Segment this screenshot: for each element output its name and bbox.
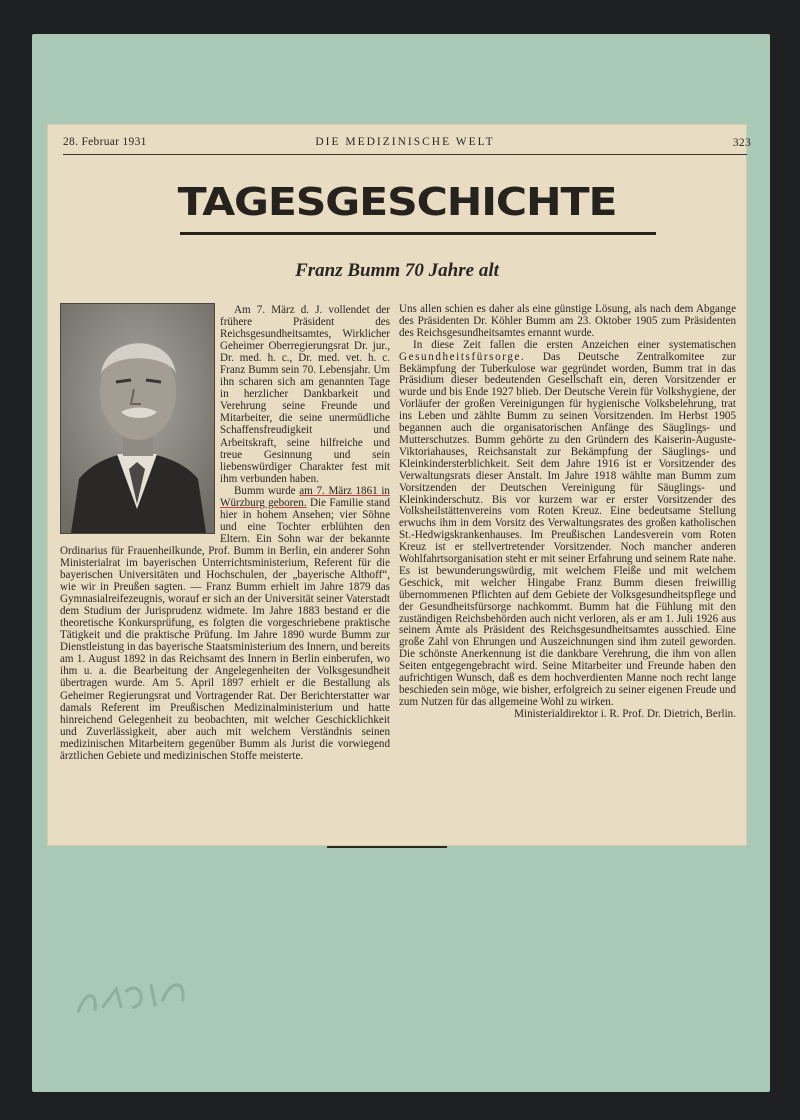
newspaper-clipping	[47, 124, 751, 846]
article-title: Franz Bumm 70 Jahre alt	[295, 260, 499, 281]
article-end-rule	[327, 846, 447, 848]
presidency-paragraph: Uns allen schien es daher als eine günstige Lösung, als nach dem Abgange des Präsidenten Dr. Köhler Bumm am 23. Oktober 1905 zum Präsidenten des Reichsgesundheitsamtes ernannt wurde.	[399, 304, 736, 339]
page-number: 323	[732, 137, 751, 149]
running-header	[63, 136, 751, 152]
birth-lead: Bumm wurde	[234, 484, 300, 497]
issue-date: 28. Februar 1931	[63, 136, 147, 148]
intro-paragraph: Am 7. März d. J. vollendet der frühere Präsident des Reichsgesundheitsamtes, Wirklicher Geheimer Oberregierungsrat Dr. jur., Dr. med. h. c., Dr. med. vet. h. c. Franz Bumm sein 70. Lebensjahr. Um ihn scharen sich am genannten Tage in herzlicher Dankbarkeit und Verehrung seine Freunde und Mitarbeiter, die seine unermüdliche Schaffensfreudigkeit und Arbeitskraft, seine hilfreiche und treue Gesinnung und sein liebenswürdiger Charakter fest mit ihm verbunden haben.	[220, 304, 390, 485]
birth-underlined-text: am 7. März 1861 in Würzburg geboren.	[220, 484, 390, 509]
welfare-paragraph: Das Deutsche Zentralkomitee zur Bekämpfung der Tuberkulose war gegründet worden, Bumm trat in das Präsidium dieser bedeutenden Gesellschaft ein, deren Vorsitzender er wurde und bis Ende 1927 blieb. Der Deutsche Verein für Volkshygiene, der Vorläufer der großen Vereinigungen für hygienische Volksbelehrung, trat ins Leben und zählte Bumm zu seinen Vorsitzenden. Im Herbst 1905 begannen auch die organisatorischen Anfänge des Säuglings- und Mutterschutzes. Bumm gehörte zu den Gründern des Kaiserin-Auguste-Viktoriahauses, Reichsanstalt zur Bekämpfung der Säuglings- und Kleinkindersterblichkeit. Seit dem Jahre 1916 ist er Vorsitzender des Verwaltungsrats dieser Anstalt. Im Jahre 1918 wählte man Bumm zum Vorsitzenden der Deutschen Vereinigung für Säuglings- und Kleinkinderschutz. Bis vor kurzem war er erster Vorsitzender des Volksheilstättenvereins vom Roten Kreuz. Eine bedeutsame Stellung erwuchs ihm in dem Vorsitz des Verwaltungsrates des großen katholischen St.-Hedwigskrankenhauses. Im Preußischen Landesverein vom Roten Kreuz ist er stellvertretender Vorsitzender. Noch mancher anderen Wohlfahrtsorganisation steht er mit seiner Erfahrung und seinem Rate nahe. Es ist bewunderungswürdig, mit welchem Fleiße und mit welchem Geschick, mit welcher Hingabe Franz Bumm diesen freiwillig übernommenen Pflichten auf dem Gebiete der Volksgesundheitspflege und der Gesundheitsfürsorge nachkommt. Bumm hat die Fühlung mit den zuständigen Reichsbehörden auch nicht verloren, als er am 1. Juli 1926 aus seinem Amte als Präsident des Reichsgesundheitsamtes ausschied. Eine große Zahl von Ehrungen und Auszeichnungen sind ihm zuteil geworden. Die schönste Anerkennung ist die dankbare Verehrung, die ihm von allen Seiten entgegengebracht wird. Seine Mitarbeiter und Freunde haben den aufrichtigen Wunsch, daß es dem hochverdienten Manne noch recht lange beschieden sein möge, wie bisher, erfolgreich zu seiner eigenen Freude und zum Nutzen für das allgemeine Wohl zu wirken.	[399, 350, 736, 708]
welfare-lead: In diese Zeit fallen die ersten Anzeichen einer systematischen	[413, 338, 736, 351]
journal-title: DIE MEDIZINISCHE WELT	[315, 136, 495, 148]
masthead-rule	[180, 232, 656, 235]
header-rule	[63, 154, 747, 155]
welfare-spaced-term: Gesundheitsfürsorge.	[399, 350, 526, 363]
author-signature: Ministerialdirektor i. R. Prof. Dr. Dietrich, Berlin.	[514, 707, 736, 720]
portrait-photo	[60, 303, 215, 534]
section-masthead: TAGESGESCHICHTE	[177, 180, 617, 224]
article-column-right	[399, 304, 736, 834]
biography-paragraph: Die Familie stand hier in hohem Ansehen; vier Söhne und eine Tochter erblühten den Eltern. Ein Sohn war der bekannte Ordinarius für Frauenheilkunde, Prof. Bumm in Berlin, ein anderer Sohn Ministerialrat im bayerischen Unterrichtsministerium, Referent für die bayerischen Universitäten und Hochschulen, der „bayerische Althoff“, wie wir in Preußen sagten. — Franz Bumm erhielt im Jahre 1879 das Gymnasialreifezeugnis, worauf er sich an der Universität seiner Vaterstadt dem Studium der Jurisprudenz widmete. Im Jahre 1883 bestand er die theoretische Konkursprüfung, es folgten die vorgeschriebene praktische Tätigkeit und die praktische Prüfung. Im Jahre 1890 wurde Bumm zur Dienstleistung in das bayerische Staatsministerium des Innern, und bereits am 1. August 1892 in das Reichsamt des Innern in Berlin einberufen, wo ihm u. a. die Bearbeitung der Angelegenheiten der Volksgesundheit übertragen wurde. Am 5. April 1897 erhielt er die Bestallung als Geheimer Regierungsrat und Vortragender Rat. Der Berichterstatter war damals Referent im Preußischen Medizinalministerium und hatte hinreichend Gelegenheit zu beobachten, mit welcher Geschicklichkeit und Zuverlässigkeit, aber auch mit welchem Verständnis seinen medizinischen Mitarbeitern gegenüber Bumm als Jurist die vorwiegend ärztlichen Gebiete und medizinischen Stoffe meisterte.	[60, 496, 390, 762]
